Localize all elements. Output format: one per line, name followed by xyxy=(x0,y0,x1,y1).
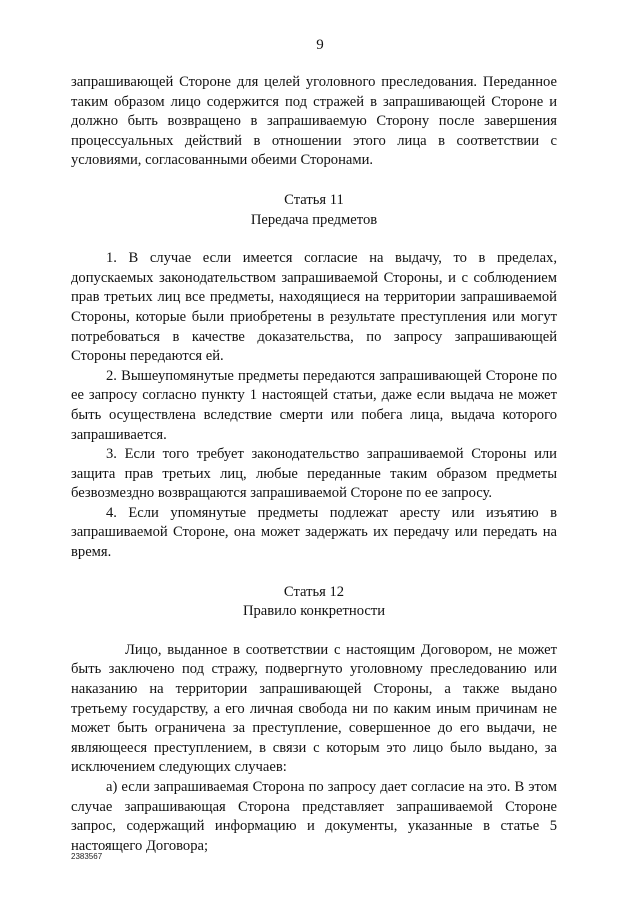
article-11-number: Статья 11 xyxy=(284,191,344,208)
article-11-title: Передача предметов xyxy=(250,211,378,228)
article-11-paragraph-1: 1. В случае если имеется согласие на выдачу, то в пределах, допускаемых законодательством запрашиваемой Стороны, и с соблюдением прав третьих лиц все предметы, находящиеся на территории запрашиваемой Стороны, которые были приобретены в результате преступления или могут потребоваться в качестве доказательства, по запросу запрашивающей Стороны передаются ей. xyxy=(71,250,557,365)
article-12-number: Статья 12 xyxy=(283,583,345,600)
article-12-title: Правило конкретности xyxy=(242,603,386,620)
article-11-paragraph-3: 3. Если того требует законодательство запрашиваемой Стороны или защита прав третьих лиц, любые переданные таким образом предметы безвозмездно возвращаются запрашиваемой Стороне по ее запросу. xyxy=(71,446,557,502)
article-12 xyxy=(71,583,557,857)
article-11-paragraph-2: 2. Вышеупомянутые предметы передаются запрашивающей Стороне по ее запросу согласно пункту 1 настоящей статьи, даже если выдача не может быть осуществлена вследствие смерти или побега лица, выдача которого запрашивается. xyxy=(71,367,557,443)
article-11-paragraph-4: 4. Если упомянутые предметы подлежат аресту или изъятию в запрашиваемой Стороне, она может задержать их передачу или передать на время. xyxy=(71,504,557,561)
document-body xyxy=(71,73,557,856)
document-code: 2383567 xyxy=(71,852,103,861)
page-number: 9 xyxy=(316,37,324,53)
intro-paragraph: запрашивающей Стороне для целей уголовного преследования. Переданное таким образом лицо содержится под стражей в запрашивающей Стороне и должно быть возвращено в запрашиваемую Сторону после завершения процессуальных действий в отношении этого лица в соответствии с условиями, согласованными обеими Сторонами. xyxy=(71,74,557,169)
article-11 xyxy=(71,191,557,563)
article-12-paragraph-1: Лицо, выданное в соответствии с настоящим Договором, не может быть заключено под стражу, подвергнуто уголовному преследованию или наказанию на территории запрашивающей Стороны, а также выдано третьему государству, а его личная свобода ни по каким иным причинам не может быть ограничена за преступление, совершенное до его выдачи, не являющееся преступлением, в связи с которым это лицо было выдано, за исключением следующих случаев: xyxy=(71,641,557,776)
article-12-paragraph-2: а) если запрашиваемая Сторона по запросу дает согласие на это. В этом случае запрашивающая Сторона представляет запрашиваемой Стороне запрос, содержащий информацию и документы, указанные в статье 5 настоящего Договора; xyxy=(71,779,557,854)
